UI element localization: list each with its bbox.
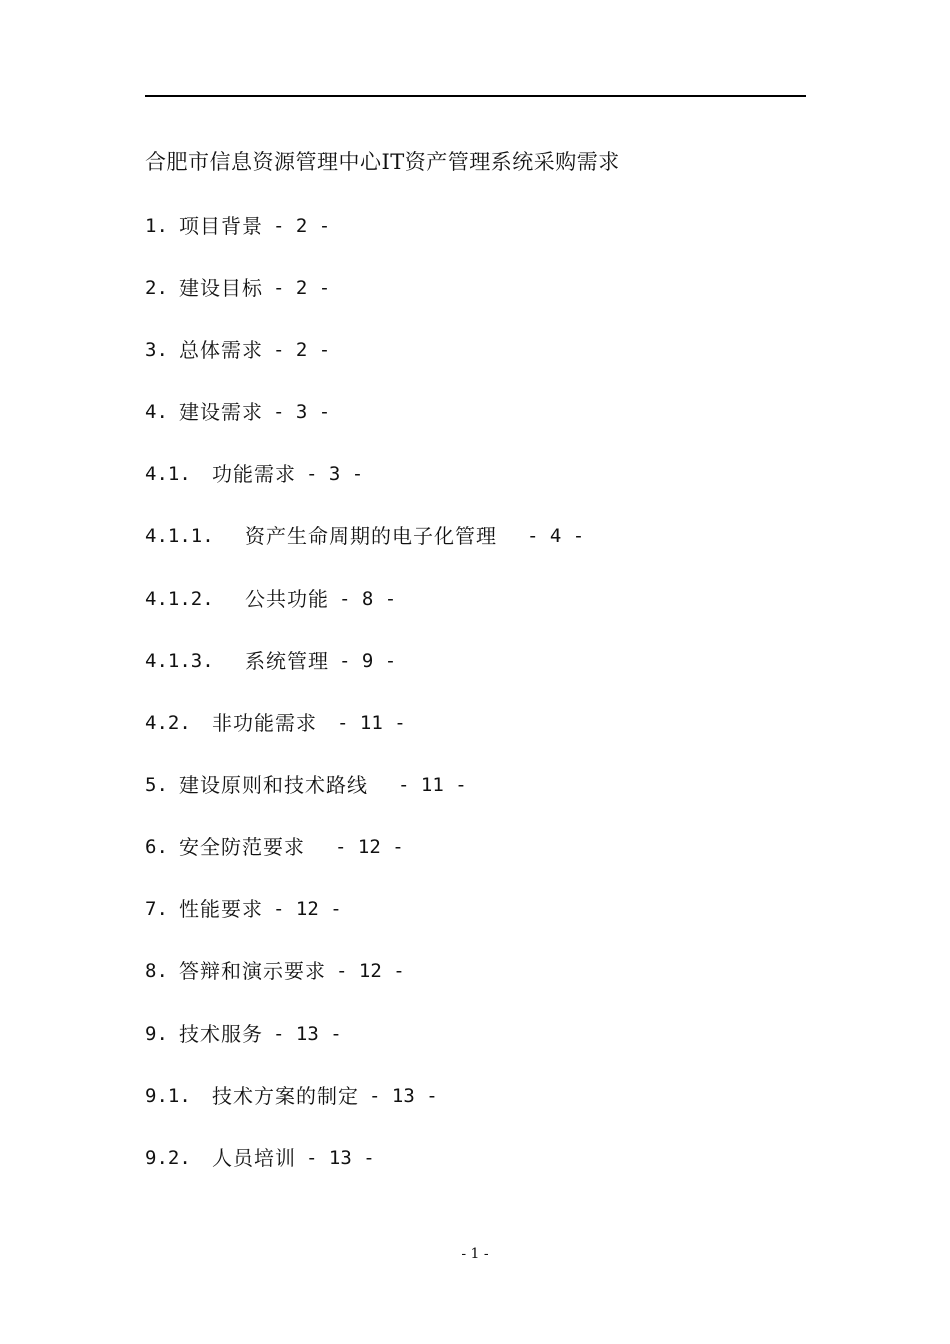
toc-number: 4.1.1.	[145, 525, 214, 547]
toc-label: 性能要求	[179, 897, 263, 921]
toc-label: 技术服务	[179, 1022, 263, 1046]
page-number-footer: - 1 -	[461, 1246, 489, 1262]
toc-page: - 12 -	[336, 960, 405, 982]
toc-label: 功能需求	[212, 462, 296, 486]
toc-page: - 2 -	[273, 339, 331, 361]
toc-number: 4.2.	[145, 712, 191, 734]
toc-entry[interactable]	[145, 770, 467, 800]
toc-number: 6.	[145, 836, 168, 858]
toc-entry[interactable]	[145, 521, 584, 551]
toc-label: 公共功能	[245, 587, 329, 611]
toc-entry[interactable]	[145, 273, 330, 303]
toc-label: 技术方案的制定	[212, 1084, 359, 1108]
toc-number: 5.	[145, 774, 168, 796]
toc-entry[interactable]	[145, 1081, 438, 1111]
document-title: 合肥市信息资源管理中心IT资产管理系统采购需求	[145, 150, 620, 174]
toc-number: 1.	[145, 215, 168, 237]
toc-page: - 13 -	[273, 1023, 342, 1045]
toc-label: 项目背景	[179, 214, 263, 238]
toc-page: - 2 -	[273, 215, 331, 237]
toc-page: - 11 -	[337, 712, 406, 734]
toc-number: 8.	[145, 960, 168, 982]
toc-entry[interactable]	[145, 1143, 375, 1173]
toc-number: 4.1.3.	[145, 650, 214, 672]
toc-entry[interactable]	[145, 335, 330, 365]
toc-number: 9.2.	[145, 1147, 191, 1169]
toc-label: 总体需求	[179, 338, 263, 362]
toc-number: 9.	[145, 1023, 168, 1045]
toc-number: 7.	[145, 898, 168, 920]
toc-label: 安全防范要求	[179, 835, 305, 859]
toc-label: 答辩和演示要求	[179, 959, 326, 983]
toc-entry[interactable]	[145, 894, 342, 924]
toc-number: 4.1.	[145, 463, 191, 485]
toc-label: 建设原则和技术路线	[179, 773, 368, 797]
toc-page: - 3 -	[273, 401, 331, 423]
toc-label: 资产生命周期的电子化管理	[245, 524, 497, 548]
toc-label: 人员培训	[212, 1146, 296, 1170]
toc-page: - 9 -	[339, 650, 397, 672]
toc-entry[interactable]	[145, 832, 404, 862]
toc-entry[interactable]	[145, 1019, 342, 1049]
toc-number: 4.1.2.	[145, 588, 214, 610]
toc-entry[interactable]	[145, 211, 330, 241]
toc-entry[interactable]	[145, 459, 363, 489]
toc-label: 系统管理	[245, 649, 329, 673]
toc-page: - 3 -	[306, 463, 364, 485]
toc-page: - 12 -	[335, 836, 404, 858]
toc-entry[interactable]	[145, 708, 406, 738]
toc-number: 9.1.	[145, 1085, 191, 1107]
toc-page: - 4 -	[527, 525, 585, 547]
toc-page: - 2 -	[273, 277, 331, 299]
toc-label: 建设目标	[179, 276, 263, 300]
toc-entry[interactable]	[145, 646, 396, 676]
header-rule	[145, 95, 806, 97]
toc-entry[interactable]	[145, 956, 405, 986]
toc-entry[interactable]	[145, 584, 396, 614]
toc-page: - 8 -	[339, 588, 397, 610]
toc-page: - 13 -	[369, 1085, 438, 1107]
toc-number: 2.	[145, 277, 168, 299]
toc-page: - 13 -	[306, 1147, 375, 1169]
toc-page: - 11 -	[398, 774, 467, 796]
toc-label: 非功能需求	[212, 711, 317, 735]
toc-number: 3.	[145, 339, 168, 361]
toc-label: 建设需求	[179, 400, 263, 424]
toc-page: - 12 -	[273, 898, 342, 920]
toc-entry[interactable]	[145, 397, 330, 427]
toc-number: 4.	[145, 401, 168, 423]
